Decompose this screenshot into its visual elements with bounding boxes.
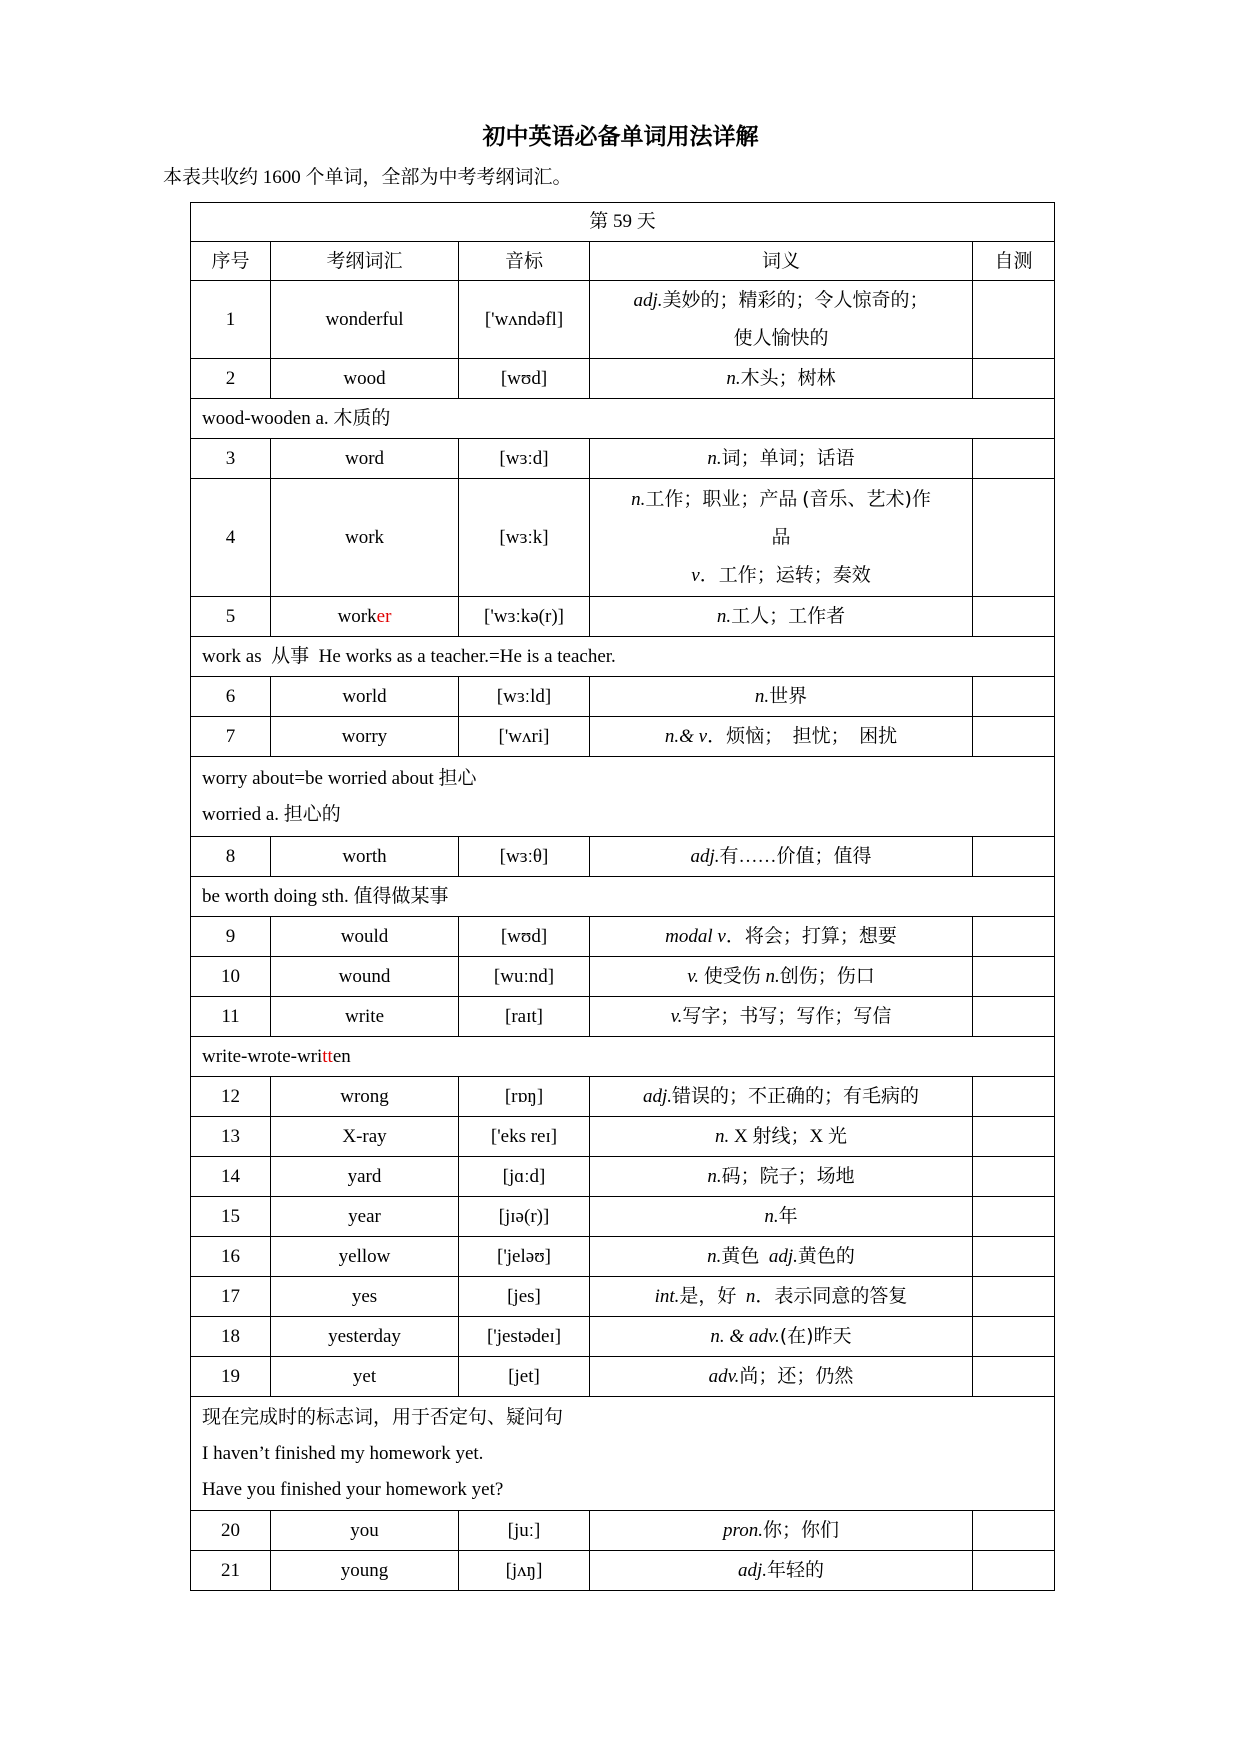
note-text: work as 从事 He works as a teacher.=He is a teacher.: [191, 637, 1055, 677]
table-row: [191, 439, 1055, 479]
row-pos: n. & adv.: [710, 1326, 780, 1347]
note-line1: 现在完成时的标志词，用于否定句、疑问句: [202, 1406, 564, 1428]
row-pos: adj.: [690, 845, 720, 867]
row-meaning: [590, 837, 973, 877]
row-pos-b: adj.: [768, 1245, 798, 1267]
note-line1: worry about=be worried about 担心: [202, 767, 477, 789]
note-text: wood-wooden a. 木质的: [191, 399, 1055, 439]
note-highlight: tt: [322, 1045, 333, 1067]
row-selftest[interactable]: [973, 439, 1055, 479]
row-meaning-text: 工人；工作者: [731, 605, 846, 627]
row-ipa: [wɜːk]: [459, 479, 590, 597]
row-ipa: ['wʌri]: [459, 717, 590, 757]
row-ipa: ['eks reɪ]: [459, 1117, 590, 1157]
row-meaning-text: ．烦恼； 担忧； 困扰: [707, 725, 898, 747]
row-meaning-text: 码；院子；场地: [721, 1165, 855, 1187]
row-meaning: [590, 1117, 973, 1157]
table-row: [191, 677, 1055, 717]
row-meaning-text: X 射线；X 光: [729, 1125, 847, 1147]
day-row: [191, 203, 1055, 242]
row-meaning-b: 创伤；伤口: [779, 965, 875, 987]
row-ipa: ['jeləʊ]: [459, 1237, 590, 1277]
row-no: 4: [191, 479, 271, 597]
row-meaning-text: 有……价值；值得: [719, 845, 872, 867]
table-row: [191, 1277, 1055, 1317]
row-pos: adv.: [708, 1365, 740, 1387]
row-pos: adj.: [633, 289, 663, 311]
row-selftest[interactable]: [973, 1357, 1055, 1397]
row-ipa: [wɜːld]: [459, 677, 590, 717]
row-selftest[interactable]: [973, 837, 1055, 877]
header-row: [191, 242, 1055, 281]
note-line2: I haven’t finished my homework yet.: [202, 1442, 484, 1464]
row-selftest[interactable]: [973, 1551, 1055, 1591]
header-ipa: 音标: [459, 242, 590, 281]
table-row: [191, 957, 1055, 997]
row-word: wrong: [271, 1077, 459, 1117]
row-pos: n.: [707, 1165, 722, 1187]
row-selftest[interactable]: [973, 479, 1055, 597]
row-pos: int.: [654, 1285, 680, 1307]
row-meaning: [590, 439, 973, 479]
row-pos: n.: [715, 1125, 730, 1147]
note-row: [191, 877, 1055, 917]
row-word-base: work: [337, 605, 377, 627]
row-meaning-tail: 作: [911, 489, 931, 510]
row-ipa: ['wʌndəfl]: [459, 281, 590, 359]
row-selftest[interactable]: [973, 1277, 1055, 1317]
row-meaning: [590, 1357, 973, 1397]
row-no: 6: [191, 677, 271, 717]
row-pos: n.: [754, 685, 770, 707]
row-word: yellow: [271, 1237, 459, 1277]
row-word: yet: [271, 1357, 459, 1397]
note-row: [191, 1037, 1055, 1077]
row-ipa: [rɒŋ]: [459, 1077, 590, 1117]
row-selftest[interactable]: [973, 1317, 1055, 1357]
row-word: wonderful: [271, 281, 459, 359]
row-meaning-text: 词；单词；话语: [721, 447, 855, 469]
row-pos: n.: [716, 605, 732, 627]
row-no: 11: [191, 997, 271, 1037]
row-meaning-b: 黄色的: [797, 1245, 855, 1267]
row-meaning: [590, 479, 973, 597]
row-meaning: [590, 917, 973, 957]
row-no: 15: [191, 1197, 271, 1237]
row-selftest[interactable]: [973, 359, 1055, 399]
header-meaning: 词义: [590, 242, 973, 281]
table-row: [191, 837, 1055, 877]
row-meaning-text: 年轻的: [767, 1559, 825, 1581]
note-base: write-wrote-wri: [202, 1045, 323, 1067]
row-ipa: [jet]: [459, 1357, 590, 1397]
row-selftest[interactable]: [973, 997, 1055, 1037]
row-selftest[interactable]: [973, 1197, 1055, 1237]
row-no: 16: [191, 1237, 271, 1277]
row-meaning-text: 木头；树林: [740, 367, 836, 389]
row-meaning-b: ．表示同意的答复: [755, 1285, 908, 1307]
row-ipa: [wɜːd]: [459, 439, 590, 479]
row-no: 21: [191, 1551, 271, 1591]
note-text: [191, 1037, 1055, 1077]
row-meaning: [590, 597, 973, 637]
row-word: worth: [271, 837, 459, 877]
row-meaning-text: 年: [778, 1205, 798, 1227]
note-row: [191, 399, 1055, 439]
row-selftest[interactable]: [973, 677, 1055, 717]
row-meaning-text: 错误的；不正确的；有毛病的: [672, 1085, 920, 1107]
row-word-suffix: er: [376, 605, 392, 627]
table-row: [191, 1077, 1055, 1117]
row-selftest[interactable]: [973, 597, 1055, 637]
row-meaning: [590, 1077, 973, 1117]
note-tail: en: [332, 1045, 351, 1067]
row-ipa: [jʌŋ]: [459, 1551, 590, 1591]
row-meaning-text: 你；你们: [762, 1519, 839, 1541]
page-title: 初中英语必备单词用法详解: [482, 124, 759, 149]
row-word: X-ray: [271, 1117, 459, 1157]
row-pos-verb: v: [691, 565, 700, 586]
row-no: 20: [191, 1511, 271, 1551]
note-text: be worth doing sth. 值得做某事: [191, 877, 1055, 917]
table-row: [191, 1357, 1055, 1397]
row-word: you: [271, 1511, 459, 1551]
row-selftest[interactable]: [973, 1157, 1055, 1197]
note-row: [191, 637, 1055, 677]
row-ipa: [wuːnd]: [459, 957, 590, 997]
row-meaning: [590, 1157, 973, 1197]
row-word: would: [271, 917, 459, 957]
row-ipa: [wʊd]: [459, 917, 590, 957]
table-row: [191, 1157, 1055, 1197]
table-row: [191, 1237, 1055, 1277]
row-meaning-text: ．将会；打算；想要: [725, 925, 897, 947]
row-word: world: [271, 677, 459, 717]
row-no: 14: [191, 1157, 271, 1197]
row-ipa: [jes]: [459, 1277, 590, 1317]
row-meaning: [590, 281, 973, 359]
note-row: [191, 757, 1055, 837]
row-word: yes: [271, 1277, 459, 1317]
row-word: wood: [271, 359, 459, 399]
row-meaning: [590, 677, 973, 717]
row-no: 2: [191, 359, 271, 399]
row-ipa: [wʊd]: [459, 359, 590, 399]
note-line2: worried a. 担心的: [202, 803, 341, 825]
row-meaning-text: 昨天: [813, 1326, 852, 1347]
row-pos: adj.: [737, 1559, 767, 1581]
table-row: [191, 1317, 1055, 1357]
row-pos: n.: [707, 447, 722, 469]
row-meaning-line3: ．工作；运转；奏效: [699, 565, 871, 586]
row-word: [271, 597, 459, 637]
row-meaning-text: 使受伤: [699, 965, 766, 987]
header-no: 序号: [191, 242, 271, 281]
row-selftest[interactable]: [973, 917, 1055, 957]
row-meaning: [590, 997, 973, 1037]
row-word: yesterday: [271, 1317, 459, 1357]
row-no: 17: [191, 1277, 271, 1317]
row-word: year: [271, 1197, 459, 1237]
row-ipa: [juː]: [459, 1511, 590, 1551]
row-ipa: [raɪt]: [459, 997, 590, 1037]
row-meaning-paren: (音乐、艺术): [802, 488, 912, 510]
row-meaning: [590, 1317, 973, 1357]
row-selftest[interactable]: [973, 957, 1055, 997]
intro-text: 本表共收约 1600 个单词，全部为中考考纲词汇。: [163, 167, 572, 188]
row-no: 8: [191, 837, 271, 877]
row-selftest[interactable]: [973, 1117, 1055, 1157]
row-meaning: [590, 717, 973, 757]
row-selftest[interactable]: [973, 1511, 1055, 1551]
note-text: [191, 1397, 1055, 1511]
row-pos: n.: [707, 1245, 722, 1267]
row-ipa: ['jestədeɪ]: [459, 1317, 590, 1357]
row-meaning: [590, 1277, 973, 1317]
row-selftest[interactable]: [973, 1237, 1055, 1277]
row-word: yard: [271, 1157, 459, 1197]
row-meaning-text: 美妙的；精彩的；令人惊奇的；: [662, 289, 929, 311]
header-selftest: 自测: [973, 242, 1055, 281]
row-no: 13: [191, 1117, 271, 1157]
table-row: [191, 1511, 1055, 1551]
row-no: 9: [191, 917, 271, 957]
table-row: [191, 997, 1055, 1037]
row-selftest[interactable]: [973, 1077, 1055, 1117]
row-meaning: [590, 1511, 973, 1551]
row-pos-b: n.: [765, 965, 780, 987]
row-ipa: [jɑːd]: [459, 1157, 590, 1197]
row-pos: n.& v: [664, 725, 708, 747]
row-ipa: ['wɜːkə(r)]: [459, 597, 590, 637]
table-row: [191, 479, 1055, 597]
table-row: [191, 1197, 1055, 1237]
row-no: 1: [191, 281, 271, 359]
table-row: [191, 281, 1055, 359]
row-meaning: [590, 957, 973, 997]
row-meaning-line2: 品: [771, 527, 791, 548]
row-selftest[interactable]: [973, 717, 1055, 757]
row-word: wound: [271, 957, 459, 997]
row-word: write: [271, 997, 459, 1037]
row-no: 10: [191, 957, 271, 997]
header-word: 考纲词汇: [271, 242, 459, 281]
row-word: worry: [271, 717, 459, 757]
row-meaning: [590, 1551, 973, 1591]
row-ipa: [wɜːθ]: [459, 837, 590, 877]
row-pos-b: n: [745, 1285, 756, 1307]
row-meaning-text: 世界: [769, 685, 808, 707]
row-pos: n.: [726, 367, 741, 389]
row-word: word: [271, 439, 459, 479]
row-meaning-text: 黄色: [721, 1245, 769, 1267]
row-meaning-text: 写字；书写；写作；写信: [682, 1005, 892, 1027]
table-row: [191, 359, 1055, 399]
row-pos: adj.: [642, 1085, 672, 1107]
table-row: [191, 917, 1055, 957]
table-row: [191, 1551, 1055, 1591]
row-no: 18: [191, 1317, 271, 1357]
row-pos: modal v: [665, 925, 726, 947]
row-no: 19: [191, 1357, 271, 1397]
row-pos: v.: [670, 1005, 683, 1027]
row-meaning-paren: (在): [779, 1325, 814, 1347]
row-meaning-text: 工作；职业；产品: [645, 489, 803, 510]
row-pos: pron.: [723, 1519, 763, 1541]
row-meaning-text: 是，好: [679, 1285, 746, 1307]
row-word: work: [271, 479, 459, 597]
row-meaning: [590, 1197, 973, 1237]
row-no: 7: [191, 717, 271, 757]
row-no: 12: [191, 1077, 271, 1117]
row-selftest[interactable]: [973, 281, 1055, 359]
row-meaning-line2: 使人愉快的: [733, 327, 829, 349]
row-pos: n.: [631, 489, 646, 510]
row-meaning: [590, 359, 973, 399]
vocab-table: [190, 202, 1055, 1591]
row-pos: v.: [687, 965, 699, 987]
note-line3: Have you finished your homework yet?: [202, 1478, 504, 1500]
note-row: [191, 1397, 1055, 1511]
row-no: 3: [191, 439, 271, 479]
day-heading: 第 59 天: [191, 203, 1055, 242]
table-row: [191, 597, 1055, 637]
table-row: [191, 1117, 1055, 1157]
row-meaning: [590, 1237, 973, 1277]
row-pos: n.: [764, 1205, 779, 1227]
note-text: [191, 757, 1055, 837]
row-meaning-text: 尚；还；仍然: [739, 1365, 854, 1387]
row-no: 5: [191, 597, 271, 637]
row-ipa: [jɪə(r)]: [459, 1197, 590, 1237]
table-row: [191, 717, 1055, 757]
row-word: young: [271, 1551, 459, 1591]
